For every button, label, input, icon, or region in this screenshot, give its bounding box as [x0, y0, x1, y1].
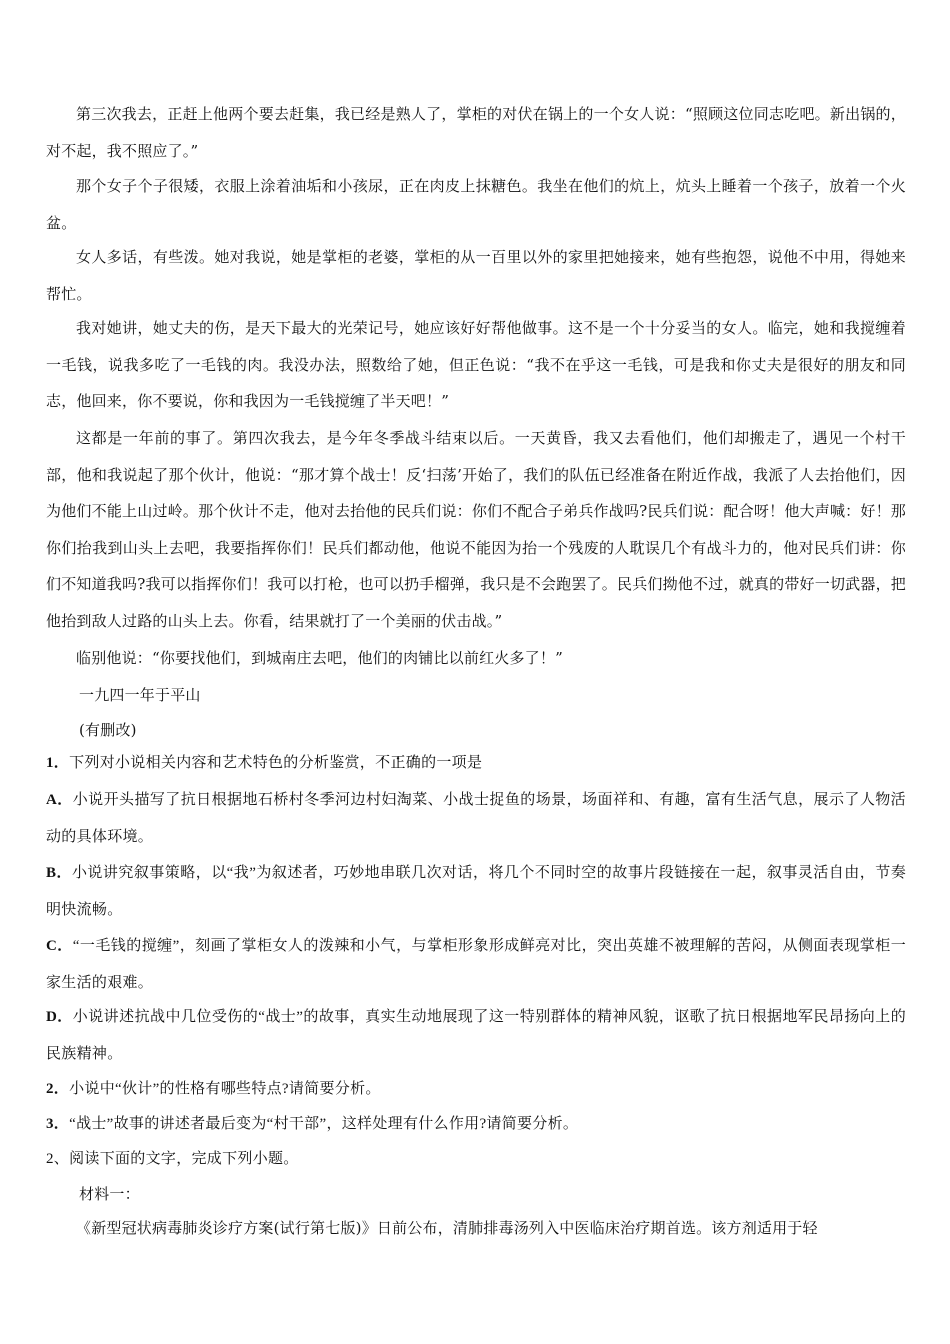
story-paragraph-6: 临别他说：“你要找他们，到城南庄去吧，他们的肉铺比以前红火多了！” — [76, 649, 563, 667]
emphasis-char: 不 · — [375, 755, 390, 771]
option-a — [46, 782, 906, 856]
date-line: 一九四一年于平山 — [79, 686, 201, 704]
edit-note: (有删改) — [79, 721, 137, 739]
option-d-text: 小说讲述抗战中几位受伤的“战士”的故事，真实生动地展现了这一特别群体的精神风貌，讴歌了抗日根据地军民昂扬向上的民族精神。 — [46, 1009, 906, 1062]
material-title: 材料一： — [79, 1185, 140, 1203]
question-1-number: 1． — [46, 755, 70, 771]
option-c-text: “一毛钱的搅缠”，刻画了掌柜女人的泼辣和小气，与掌柜形象形成鲜亮对比，突出英雄不被理解的苦闷，从侧面表现掌柜一家生活的艰难。 — [46, 938, 906, 991]
question-3 — [46, 1106, 906, 1143]
story-paragraph-3: 女人多话，有些泼。她对我说，她是掌柜的老婆，掌柜的从一百里以外的家里把她接来，她有些抱怨，说他不中用，得她来帮忙。 — [46, 248, 906, 303]
option-d-letter: D． — [46, 1009, 73, 1025]
option-d — [46, 999, 906, 1073]
story-paragraph-1: 第三次我去，正赶上他两个要去赶集，我已经是熟人了，掌柜的对伏在锅上的一个女人说：“照顾这位同志吃吧。新出锅的，对不起，我不照应了。” — [46, 105, 906, 160]
option-a-text: 小说开头描写了抗日根据地石桥村冬季河边村妇淘菜、小战士捉鱼的场景，场面祥和、有趣，富有生活气息，展示了人物活动的具体环境。 — [46, 792, 906, 845]
story-paragraph-4: 我对她讲，她丈夫的伤，是天下最大的光荣记号，她应该好好帮他做事。这不是一个十分妥当的女人。临完，她和我搅缠着一毛钱，说我多吃了一毛钱的肉。我没办法，照数给了她，但正色说：“我不在乎这一毛钱，可是我和你丈夫是很好的朋友和同志，他回来，你不要说，你和我因为一毛钱搅缠了半天吧！” — [46, 319, 906, 410]
question-2-text: 小说中“伙计”的性格有哪些特点?请简要分析。 — [69, 1081, 381, 1097]
question-1-stem-end: 的一项是 — [421, 755, 483, 771]
question-1 — [46, 745, 906, 782]
emphasis-char: 正 · — [390, 755, 405, 771]
section-2-heading: 2、阅读下面的文字，完成下列小题。 — [46, 1151, 299, 1167]
option-c — [46, 928, 906, 1002]
option-b-letter: B． — [46, 865, 72, 881]
option-c-letter: C． — [46, 938, 73, 954]
question-2-number: 2． — [46, 1081, 70, 1097]
material-paragraph: 《新型冠状病毒肺炎诊疗方案(试行第七版)》日前公布，清肺排毒汤列入中医临床治疗期首选。该方剂适用于轻 — [76, 1219, 818, 1237]
question-3-text: “战士”故事的讲述者最后变为“村干部”，这样处理有什么作用?请简要分析。 — [69, 1116, 579, 1132]
story-paragraph-5: 这都是一年前的事了。第四次我去，是今年冬季战斗结束以后。一天黄昏，我又去看他们，他们却搬走了，遇见一个村干部，他和我说起了那个伙计，他说：“那才算个战士！反‘扫荡’开始了，我们的队伍已经准备在附近作战，我派了人去抬他们，因为他们不能上山过岭。那个伙计不走，他对去抬他的民兵们说：你们不配合子弟兵作战吗?民兵们说：配合呀！他大声喊：好！那你们抬我到山头上去吧，我要指挥你们！民兵们都动他，他说不能因为抬一个残废的人耽误几个有战斗力的，他对民兵们讲：你们不知道我吗?我可以指挥你们！我可以打枪，也可以扔手榴弹，我只是不会跑罢了。民兵们拗他不过，就真的带好一切武器，把他抬到敌人过路的山头上去。你看，结果就打了一个美丽的伏击战。” — [46, 429, 906, 630]
story-paragraph-2: 那个女子个子很矮，衣服上涂着油垢和小孩尿，正在肉皮上抹糖色。我坐在他们的炕上，炕头上睡着一个孩子，放着一个火盆。 — [46, 177, 906, 232]
question-1-stem: 下列对小说相关内容和艺术特色的分析鉴赏， — [69, 755, 376, 771]
question-2 — [46, 1071, 906, 1108]
question-3-number: 3． — [46, 1116, 70, 1132]
emphasis-char: 确 · — [406, 755, 421, 771]
option-a-letter: A． — [46, 792, 73, 808]
option-b-text: 小说讲究叙事策略，以“我”为叙述者，巧妙地串联几次对话，将几个不同时空的故事片段链接在一起，叙事灵活自由，节奏明快流畅。 — [46, 865, 906, 918]
option-b — [46, 855, 906, 929]
